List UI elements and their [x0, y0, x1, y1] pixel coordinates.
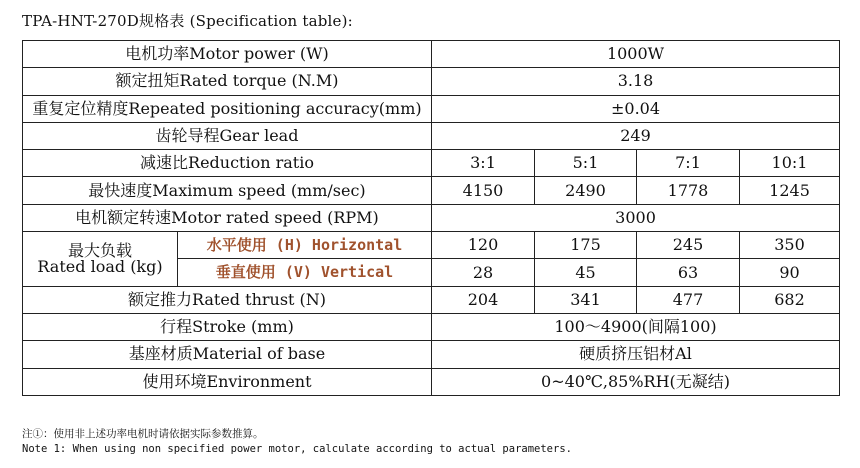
row-base-material — [23, 341, 840, 368]
horizontal-load-cell: 175 — [535, 232, 637, 259]
row-reduction-ratio — [23, 150, 840, 177]
repeat-accuracy-label: 重复定位精度Repeated positioning accuracy(mm) — [23, 95, 432, 122]
rated-thrust-cell: 477 — [637, 286, 740, 313]
rated-load-label — [23, 232, 178, 287]
horizontal-load-cell: 350 — [740, 232, 840, 259]
max-speed-cell: 2490 — [535, 177, 637, 204]
horizontal-load-cell: 120 — [432, 232, 535, 259]
reduction-ratio-cell: 3:1 — [432, 150, 535, 177]
rated-thrust-cell: 682 — [740, 286, 840, 313]
reduction-ratio-cell: 7:1 — [637, 150, 740, 177]
vertical-label: 垂直使用 (V) Vertical — [178, 259, 432, 286]
motor-power-value: 1000W — [432, 41, 840, 68]
base-material-label: 基座材质Material of base — [23, 341, 432, 368]
horizontal-load-cell: 245 — [637, 232, 740, 259]
motor-rated-speed-value: 3000 — [432, 204, 840, 231]
row-max-speed — [23, 177, 840, 204]
rated-torque-label: 额定扭矩Rated torque (N.M) — [23, 68, 432, 95]
stroke-value: 100～4900(间隔100) — [432, 313, 840, 340]
footnotes — [22, 427, 572, 457]
row-stroke — [23, 313, 840, 340]
vertical-load-cell: 90 — [740, 259, 840, 286]
repeat-accuracy-value: ±0.04 — [432, 95, 840, 122]
footnote-en: Note 1: When using non specified power motor, calculate according to actual parameters. — [22, 443, 572, 455]
environment-value: 0~40℃,85%RH(无凝结) — [432, 368, 840, 395]
rated-torque-value: 3.18 — [432, 68, 840, 95]
base-material-value: 硬质挤压铝材Al — [432, 341, 840, 368]
environment-label: 使用环境Environment — [23, 368, 432, 395]
max-speed-cell: 1245 — [740, 177, 840, 204]
rated-load-label-en: Rated load (kg) — [37, 256, 163, 276]
row-rated-torque — [23, 68, 840, 95]
page-title: TPA-HNT-270D规格表 (Specification table): — [22, 12, 353, 30]
row-environment — [23, 368, 840, 395]
max-speed-cell: 4150 — [432, 177, 535, 204]
footnote-cn: 注①：使用非上述功率电机时请依据实际参数推算。 — [22, 428, 264, 440]
vertical-load-cell: 63 — [637, 259, 740, 286]
max-speed-cell: 1778 — [637, 177, 740, 204]
gear-lead-label: 齿轮导程Gear lead — [23, 122, 432, 149]
motor-rated-speed-label: 电机额定转速Motor rated speed (RPM) — [23, 204, 432, 231]
rated-thrust-cell: 204 — [432, 286, 535, 313]
row-motor-power — [23, 41, 840, 68]
reduction-ratio-label: 减速比Reduction ratio — [23, 150, 432, 177]
row-repeat-accuracy — [23, 95, 840, 122]
row-gear-lead — [23, 122, 840, 149]
reduction-ratio-cell: 5:1 — [535, 150, 637, 177]
motor-power-label: 电机功率Motor power (W) — [23, 41, 432, 68]
horizontal-label: 水平使用 (H) Horizontal — [178, 232, 432, 259]
row-motor-rated-speed — [23, 204, 840, 231]
reduction-ratio-cell: 10:1 — [740, 150, 840, 177]
gear-lead-value: 249 — [432, 122, 840, 149]
rated-thrust-cell: 341 — [535, 286, 637, 313]
stroke-label: 行程Stroke (mm) — [23, 313, 432, 340]
rated-thrust-label: 额定推力Rated thrust (N) — [23, 286, 432, 313]
rated-load-label-cn: 最大负载 — [67, 240, 132, 260]
max-speed-label: 最快速度Maximum speed (mm/sec) — [23, 177, 432, 204]
row-rated-thrust — [23, 286, 840, 313]
specification-table — [22, 40, 840, 396]
row-rated-load-horizontal — [23, 232, 840, 259]
vertical-load-cell: 28 — [432, 259, 535, 286]
vertical-load-cell: 45 — [535, 259, 637, 286]
